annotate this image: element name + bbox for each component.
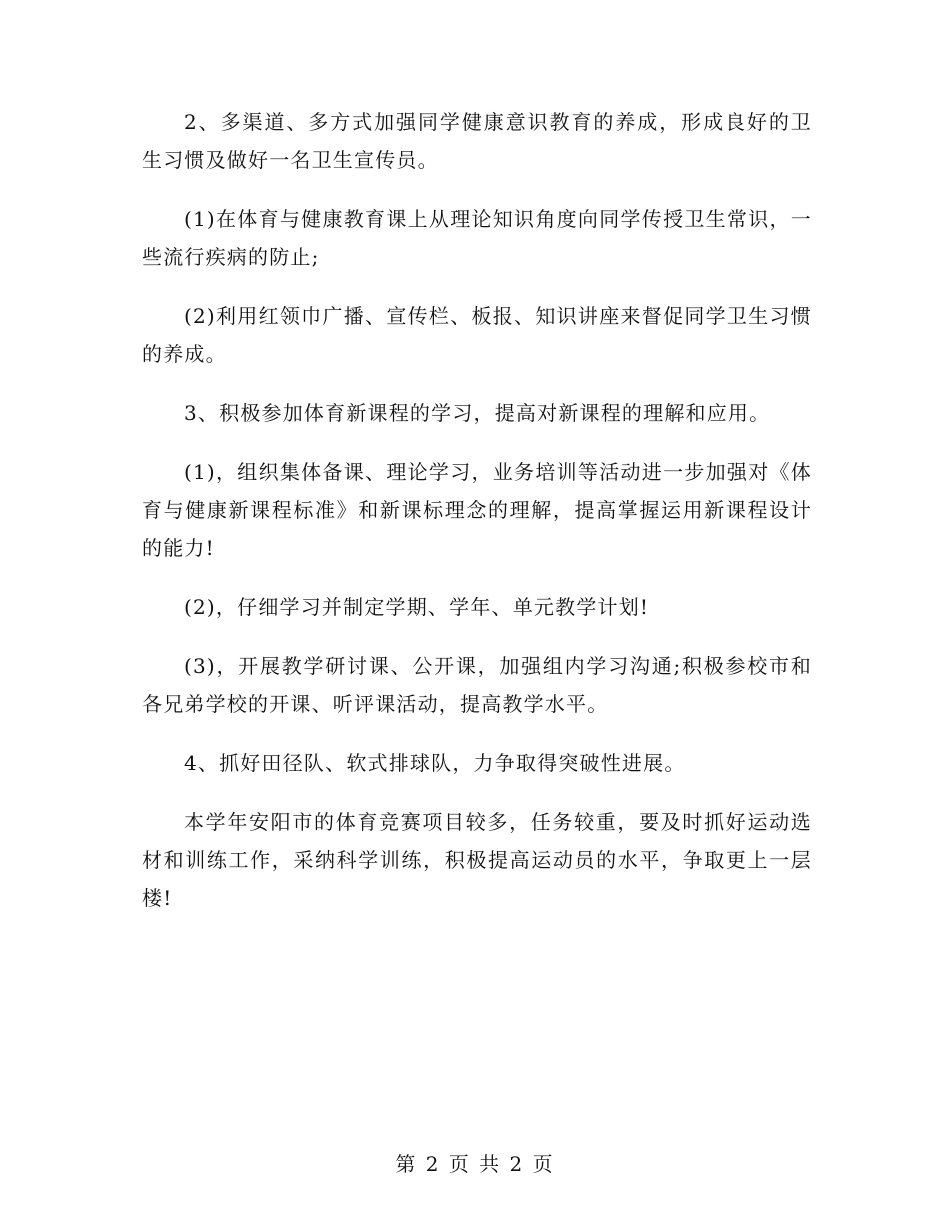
paragraph-item-2: 2、多渠道、多方式加强同学健康意识教育的养成，形成良好的卫生习惯及做好一名卫生宣传员。: [142, 110, 812, 172]
paragraph-subitem-3-1: (1)，组织集体备课、理论学习，业务培训等活动进一步加强对《体育与健康新课程标准》和新课标理念的理解，提高掌握运用新课程设计的能力!: [142, 460, 812, 560]
paragraph-subitem-2-1: (1)在体育与健康教育课上从理论知识角度向同学传授卫生常识，一些流行疾病的防止;: [142, 207, 812, 269]
paragraph-subitem-3-3: (3)，开展教学研讨课、公开课，加强组内学习沟通;积极参校市和各兄弟学校的开课、听评课活动，提高教学水平。: [142, 654, 812, 716]
paragraph-subitem-2-2: (2)利用红领巾广播、宣传栏、板报、知识讲座来督促同学卫生习惯的养成。: [142, 304, 812, 366]
paragraph-item-3: 3、积极参加体育新课程的学习，提高对新课程的理解和应用。: [184, 401, 771, 425]
paragraph-subitem-3-2: (2)，仔细学习并制定学期、学年、单元教学计划!: [184, 595, 650, 619]
paragraph-closing: 本学年安阳市的体育竞赛项目较多，任务较重，要及时抓好运动选材和训练工作，采纳科学训练，积极提高运动员的水平，争取更上一层楼!: [142, 810, 812, 910]
paragraph-item-4: 4、抓好田径队、软式排球队，力争取得突破性进展。: [184, 751, 686, 775]
page-number-footer: 第 2 页 共 2 页: [395, 1152, 555, 1176]
document-body: [142, 103, 812, 917]
